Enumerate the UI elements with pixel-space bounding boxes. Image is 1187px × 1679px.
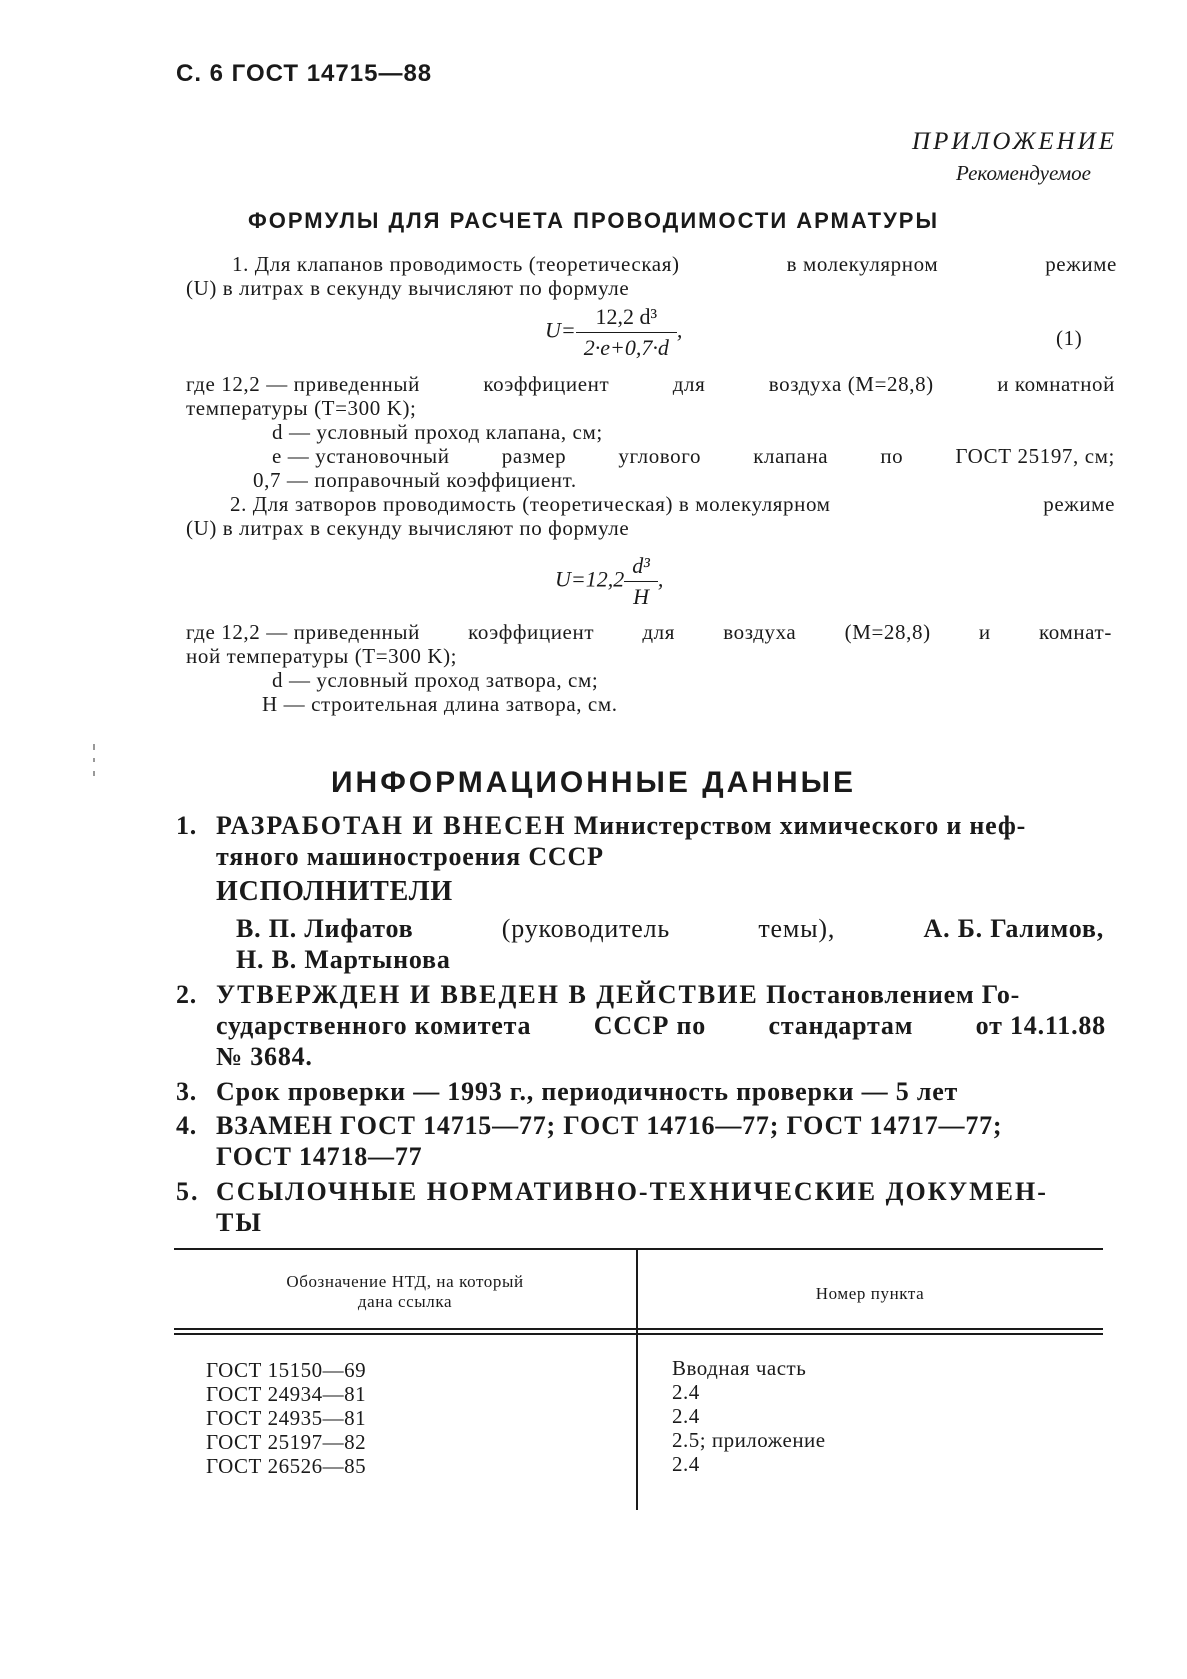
- where-part: где 12,2 — приведенный: [186, 372, 420, 396]
- where-part: коэффициент: [468, 620, 595, 644]
- item-text: Постановлением Го-: [766, 980, 1021, 1009]
- table-header-doc: [174, 1272, 636, 1312]
- info-item-4-line2: ГОСТ 14718—77: [216, 1142, 423, 1171]
- appendix-status: Рекомендуемое: [956, 161, 1091, 185]
- info-item-3: [176, 1077, 958, 1107]
- executor-name: А. Б. Галимов,: [923, 914, 1104, 943]
- formula-2-fraction: [624, 553, 658, 610]
- where-part: комнат-: [1039, 620, 1112, 644]
- clause1-line1: [232, 252, 1117, 277]
- clause1-where-d: d — условный проход клапана, см;: [272, 420, 603, 444]
- table-header-rule: [174, 1333, 1103, 1335]
- executors-line1: [236, 914, 1104, 944]
- clause1-where-e: [272, 444, 1115, 469]
- info-item-5: [176, 1177, 1048, 1207]
- page-header: С. 6 ГОСТ 14715—88: [176, 60, 433, 87]
- formula-2: [555, 553, 663, 610]
- table-cell-doc: ГОСТ 26526—85: [206, 1454, 367, 1478]
- table-header-rule: [174, 1328, 1103, 1330]
- where-part: углового: [618, 444, 702, 468]
- item-number: 4.: [176, 1111, 198, 1140]
- where-part: e — установочный: [272, 444, 450, 468]
- formula-1-numerator: 12,2 d³: [576, 304, 677, 333]
- executors-line2: Н. В. Мартынова: [236, 945, 451, 974]
- where-part: коэффициент: [483, 372, 610, 396]
- table-cell-clause: 2.5; приложение: [672, 1428, 826, 1452]
- formula-1-lhs: U=: [545, 317, 576, 343]
- item-text: Министерством химического и неф-: [573, 811, 1027, 840]
- clause2-line2: (U) в литрах в секунду вычисляют по формуле: [186, 516, 630, 540]
- item-text: от 14.11.88: [975, 1011, 1106, 1040]
- header-line: дана ссылка: [357, 1292, 453, 1311]
- table-cell-doc: ГОСТ 25197—82: [206, 1430, 367, 1454]
- table-cell-clause: 2.4: [672, 1380, 700, 1404]
- clause2-where-h: H — строительная длина затвора, см.: [262, 692, 618, 716]
- table-header-clause: Номер пункта: [815, 1284, 925, 1303]
- where-part: для: [672, 372, 706, 396]
- item-text: сударственного комитета: [216, 1011, 532, 1040]
- info-item-4: [176, 1111, 1002, 1141]
- where-part: по: [880, 444, 904, 468]
- item-number: 5.: [176, 1177, 200, 1206]
- item-text: стандартам: [768, 1011, 914, 1040]
- margin-mark: [93, 744, 95, 750]
- where-part: для: [642, 620, 675, 644]
- table-doc-column: [206, 1358, 366, 1478]
- clause1-line1-part: в молекулярном: [786, 252, 939, 276]
- info-item-5-line2: ТЫ: [216, 1208, 263, 1237]
- clause1-line2: (U) в литрах в секунду вычисляют по формуле: [186, 276, 630, 300]
- where-part: и: [978, 620, 991, 644]
- item-number: 1.: [176, 811, 198, 840]
- table-cell-clause: 2.4: [672, 1452, 700, 1476]
- item-number: 3.: [176, 1077, 198, 1106]
- info-item-2: [176, 980, 1020, 1010]
- info-item-2-line3: № 3684.: [216, 1042, 313, 1071]
- where-part: (M=28,8): [844, 620, 931, 644]
- item-text: Срок проверки — 1993 г., периодичность проверки — 5 лет: [216, 1077, 959, 1106]
- margin-mark: [93, 758, 95, 762]
- item-text: СССР по: [593, 1011, 707, 1040]
- clause2-line1-part: режиме: [1043, 492, 1115, 516]
- executor-name: В. П. Лифатов: [236, 914, 414, 943]
- section-title: ФОРМУЛЫ ДЛЯ РАСЧЕТА ПРОВОДИМОСТИ АРМАТУРЫ: [248, 208, 939, 233]
- executor-role: темы),: [758, 914, 836, 943]
- clause2-where1b: ной температуры (T=300 K);: [186, 644, 458, 668]
- table-cell-doc: ГОСТ 24934—81: [206, 1382, 367, 1406]
- formula-1-tail: ,: [676, 317, 683, 343]
- table-cell-doc: ГОСТ 24935—81: [206, 1406, 367, 1430]
- where-part: ГОСТ 25197, см;: [955, 444, 1115, 468]
- table-top-rule: [174, 1248, 1103, 1250]
- clause2-line1-part: 2. Для затворов проводимость (теоретическая) в молекулярном: [230, 492, 831, 516]
- item-text: ССЫЛОЧНЫЕ НОРМАТИВНО-ТЕХНИЧЕСКИЕ ДОКУМЕН-: [216, 1177, 1048, 1206]
- clause2-where-d: d — условный проход затвора, см;: [272, 668, 599, 692]
- where-part: и комнатной: [997, 372, 1115, 396]
- header-line: Обозначение НТД, на который: [286, 1272, 524, 1291]
- clause1-line1-part: режиме: [1045, 252, 1117, 276]
- info-title: ИНФОРМАЦИОННЫЕ ДАННЫЕ: [330, 766, 857, 799]
- table-cell-doc: ГОСТ 15150—69: [206, 1358, 367, 1382]
- formula-2-numerator: d³: [624, 553, 658, 582]
- executors-title: ИСПОЛНИТЕЛИ: [216, 876, 454, 907]
- formula-1: [545, 304, 682, 361]
- executor-role: (руководитель: [501, 914, 671, 943]
- item-number: 2.: [176, 980, 198, 1009]
- formula-2-denominator: H: [633, 584, 649, 609]
- item-text: ВЗАМЕН ГОСТ 14715—77; ГОСТ 14716—77; ГОСТ 14717—77;: [216, 1111, 1003, 1140]
- formula-1-fraction: [576, 304, 677, 361]
- formula-1-denominator: 2·e+0,7·d: [583, 335, 669, 360]
- clause2-line1: [230, 492, 1115, 517]
- table-cell-clause: 2.4: [672, 1404, 700, 1428]
- where-part: клапана: [753, 444, 829, 468]
- info-item-1: [176, 811, 1026, 841]
- table-cell-clause: Вводная часть: [672, 1356, 807, 1380]
- where-part: размер: [501, 444, 567, 468]
- info-item-2-line2: [216, 1011, 1106, 1041]
- where-part: воздуха (M=28,8): [768, 372, 934, 396]
- clause2-where1: [186, 620, 1112, 645]
- where-part: воздуха: [723, 620, 797, 644]
- appendix-label: ПРИЛОЖЕНИЕ: [912, 128, 1117, 155]
- info-item-1-line2: тяного машиностроения СССР: [216, 842, 604, 871]
- formula-2-lhs: U=12,2: [555, 566, 625, 592]
- table-clause-column: [672, 1356, 826, 1476]
- item-caps: РАЗРАБОТАН И ВНЕСЕН: [216, 811, 567, 840]
- where-part: где 12,2 — приведенный: [186, 620, 420, 644]
- clause1-line1-part: 1. Для клапанов проводимость (теоретическая): [232, 252, 680, 276]
- clause1-where1b: температуры (T=300 K);: [186, 396, 417, 420]
- clause1-where1: [186, 372, 1115, 397]
- item-caps: УТВЕРЖДЕН И ВВЕДЕН В ДЕЙСТВИЕ: [216, 980, 759, 1009]
- formula-2-tail: ,: [657, 566, 664, 592]
- clause1-where-07: 0,7 — поправочный коэффициент.: [253, 468, 577, 492]
- formula-1-number: (1): [1056, 326, 1083, 350]
